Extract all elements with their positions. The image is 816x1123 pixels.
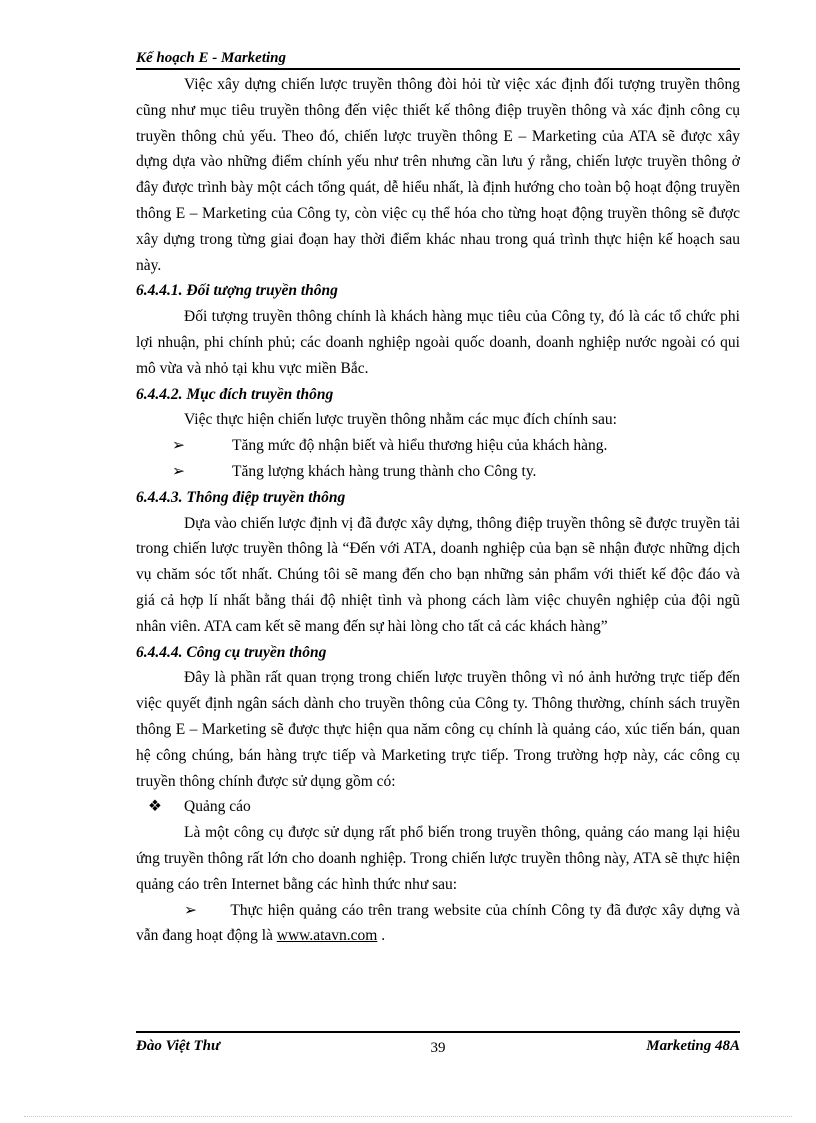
page-edge-divider bbox=[24, 1116, 792, 1117]
header-title: Kế hoạch E - Marketing bbox=[136, 50, 287, 66]
footer-author: Đào Việt Thư bbox=[136, 1038, 220, 1054]
page-body bbox=[136, 72, 740, 949]
audience-paragraph: Đối tượng truyền thông chính là khách hàng mục tiêu của Công ty, đó là các tổ chức phi lợi nhuận, phi chính phủ; các doanh nghiệp ngoài quốc doanh, doanh nghiệp nước ngoài có qui mô vừa và nhỏ tại khu vực miền Bắc. bbox=[136, 308, 740, 377]
message-paragraph: Dựa vào chiến lược định vị đã được xây dựng, thông điệp truyền thông sẽ được truyền tải trong chiến lược truyền thông là “Đến với ATA, doanh nghiệp của bạn sẽ nhận được những dịch vụ chăm sóc tốt nhất. Chúng tôi sẽ mang đến cho bạn những sản phẩm với thiết kế độc đáo và giá cả hợp lí nhất bằng thái độ nhiệt tình và phong cách làm việc chuyên nghiệp của đội ngũ nhân viên. ATA cam kết sẽ mang đến sự hài lòng cho tất cả các khách hàng” bbox=[136, 514, 740, 635]
list-item-text: Tăng lượng khách hàng trung thành cho Công ty. bbox=[232, 462, 537, 480]
arrow-bullet-icon: ➢ bbox=[172, 462, 185, 480]
tools-paragraph: Đây là phần rất quan trọng trong chiến lược truyền thông vì nó ảnh hưởng trực tiếp đến việc quyết định ngân sách dành cho truyền thông của Công ty. Thông thường, chính sách truyền thông E – Marketing sẽ được thực hiện qua năm công cụ chính là quảng cáo, xúc tiến bán, quan hệ công chúng, bán hàng trực tiếp và Marketing trực tiếp. Trong trường hợp này, các công cụ truyền thông chính được sử dụng gồm có: bbox=[136, 669, 740, 790]
diamond-bullet-icon: ❖ bbox=[148, 798, 162, 816]
sub-heading-advertising bbox=[136, 794, 740, 820]
sub-heading-label: Quảng cáo bbox=[184, 798, 251, 816]
list-item bbox=[136, 433, 740, 459]
website-link[interactable]: www.atavn.com bbox=[276, 927, 378, 945]
arrow-bullet-icon: ➢ bbox=[184, 901, 197, 919]
list-item-tail: . bbox=[381, 927, 386, 945]
footer-class: Marketing 48A bbox=[646, 1038, 740, 1054]
header-divider bbox=[136, 68, 740, 70]
intro-paragraph: Việc xây dựng chiến lược truyền thông đòi hỏi từ việc xác định đối tượng truyền thông cũng như mục tiêu truyền thông đến việc thiết kế thông điệp truyền thông và xác định công cụ truyền thông chủ yếu. Theo đó, chiến lược truyền thông E – Marketing của ATA sẽ được xây dựng dựa vào những điểm chính yếu như trên nhưng cần lưu ý rằng, chiến lược truyền thông ở đây được trình bày một cách tổng quát, dễ hiểu nhất, là định hướng cho toàn bộ hoạt động truyền thông E – Marketing của Công ty, còn việc cụ thể hóa cho từng hoạt động truyền thông sẽ được xây dựng trong từng giai đoạn hay thời điểm khác nhau trong quá trình thực hiện kế hoạch sau này. bbox=[136, 76, 740, 274]
purpose-paragraph: Việc thực hiện chiến lược truyền thông nhằm các mục đích chính sau: bbox=[184, 411, 617, 429]
advertising-paragraph: Là một công cụ được sử dụng rất phổ biến trong truyền thông, quảng cáo mang lại hiệu ứng truyền thông rất lớn cho doanh nghiệp. Trong chiến lược truyền thông này, ATA sẽ thực hiện quảng cáo trên Internet bằng các hình thức như sau: bbox=[136, 824, 740, 893]
list-item-text: Thực hiện quảng cáo trên trang website của chính Công ty đã được xây dựng và vẫn đang hoạt động là bbox=[136, 901, 740, 945]
page-number: 39 bbox=[430, 1040, 446, 1056]
section-heading-tools: 6.4.4.4. Công cụ truyền thông bbox=[136, 643, 327, 661]
page-footer bbox=[136, 1036, 740, 1056]
section-heading-purpose: 6.4.4.2. Mục đích truyền thông bbox=[136, 385, 334, 403]
list-item-text: Tăng mức độ nhận biết và hiểu thương hiệu của khách hàng. bbox=[232, 437, 608, 455]
list-item bbox=[136, 459, 740, 485]
footer-divider bbox=[136, 1031, 740, 1033]
section-heading-audience: 6.4.4.1. Đối tượng truyền thông bbox=[136, 282, 338, 300]
list-item bbox=[136, 898, 740, 950]
arrow-bullet-icon: ➢ bbox=[172, 437, 185, 455]
section-heading-message: 6.4.4.3. Thông điệp truyền thông bbox=[136, 488, 346, 506]
